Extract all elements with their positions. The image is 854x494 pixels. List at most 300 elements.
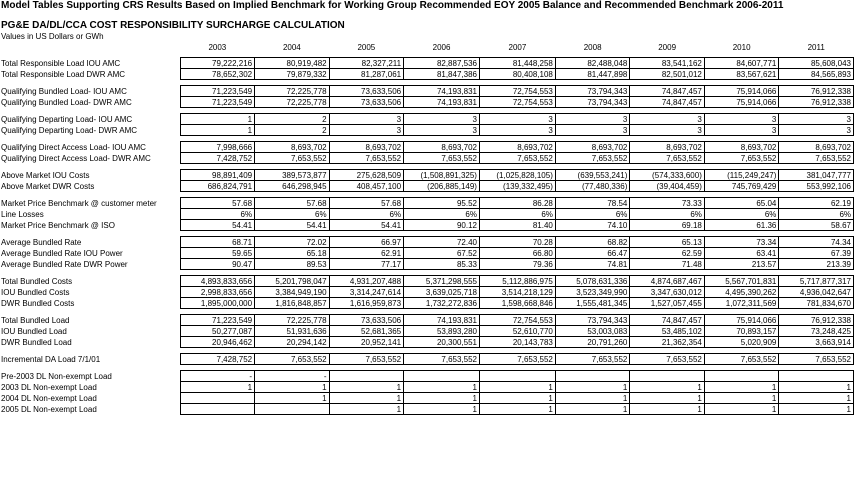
value-cell: 74,193,831: [404, 97, 480, 108]
value-cell: 57.68: [180, 198, 255, 209]
value-cell: 70,893,157: [704, 326, 779, 337]
row-label: Total Responsible Load IOU AMC: [1, 58, 121, 68]
value-cell: 81,447,898: [555, 69, 630, 80]
value-cell: 83,567,621: [704, 69, 779, 80]
value-cell: 8,693,702: [479, 142, 555, 153]
value-cell: 52,681,365: [329, 326, 404, 337]
row-label: Above Market DWR Costs: [1, 181, 95, 191]
value-cell: 4,495,390,262: [704, 287, 779, 298]
value-cell: 95.52: [404, 198, 480, 209]
value-cell: 85,608,043: [779, 58, 854, 69]
value-cell: [704, 371, 779, 382]
row-label: 2005 DL Non-exempt Load: [1, 404, 97, 414]
value-cell: 3: [555, 125, 630, 136]
value-cell: 76,912,338: [779, 315, 854, 326]
value-cell: 83,541,162: [630, 58, 705, 69]
value-cell: 1: [329, 404, 404, 415]
row-label: Qualifying Departing Load- DWR AMC: [1, 125, 138, 135]
value-cell: 7,653,552: [404, 153, 480, 164]
value-cell: 20,946,462: [180, 337, 255, 348]
value-cell: 1: [704, 382, 779, 393]
value-cell: [479, 371, 555, 382]
value-cell: 7,653,552: [704, 153, 779, 164]
value-cell: 81,847,386: [404, 69, 480, 80]
value-cell: 4,874,687,467: [630, 276, 705, 287]
value-cell: 1: [779, 393, 854, 404]
value-cell: 553,992,106: [779, 181, 854, 192]
value-cell: (1,025,828,105): [479, 170, 555, 181]
value-cell: 1,598,668,846: [479, 298, 555, 309]
value-cell: 646,298,945: [255, 181, 330, 192]
value-cell: 1: [630, 382, 705, 393]
value-cell: 3: [630, 125, 705, 136]
row-label: Average Bundled Rate: [1, 237, 82, 247]
value-cell: 81,287,061: [329, 69, 404, 80]
row-label: DWR Bundled Load: [1, 337, 72, 347]
value-cell: 3,663,914: [779, 337, 854, 348]
value-cell: 73,633,506: [329, 86, 404, 97]
value-cell: 74.81: [555, 259, 630, 270]
value-cell: 74,193,831: [404, 86, 480, 97]
value-cell: 3: [555, 114, 630, 125]
value-cell: 7,653,552: [479, 354, 555, 365]
value-cell: 7,653,552: [630, 354, 705, 365]
value-cell: 7,653,552: [630, 153, 705, 164]
table-row: [0, 393, 854, 404]
value-cell: (574,333,600): [630, 170, 705, 181]
value-cell: 2: [255, 114, 330, 125]
table-row: [0, 153, 854, 164]
year-header: 2011: [807, 42, 825, 52]
value-cell: 72.40: [404, 237, 480, 248]
value-cell: 5,717,877,317: [779, 276, 854, 287]
value-cell: 82,887,536: [404, 58, 480, 69]
value-cell: 3: [404, 114, 480, 125]
value-cell: 1,616,959,873: [329, 298, 404, 309]
value-cell: 53,485,102: [630, 326, 705, 337]
value-cell: 3: [779, 125, 854, 136]
row-label: DWR Bundled Costs: [1, 298, 75, 308]
table-row: [0, 170, 854, 181]
value-cell: 1,527,057,455: [630, 298, 705, 309]
value-cell: 73.33: [630, 198, 705, 209]
row-label: Total Responsible Load DWR AMC: [1, 69, 126, 79]
value-cell: 7,653,552: [555, 153, 630, 164]
table-row: [0, 125, 854, 136]
value-cell: 8,693,702: [630, 142, 705, 153]
value-cell: 2,998,833,656: [180, 287, 255, 298]
table-row: [0, 337, 854, 348]
value-cell: 74,847,457: [630, 315, 705, 326]
value-cell: 3: [704, 125, 779, 136]
row-label: Qualifying Direct Access Load- IOU AMC: [1, 142, 146, 152]
value-cell: 63.41: [704, 248, 779, 259]
value-cell: 4,936,042,647: [779, 287, 854, 298]
value-cell: 89.53: [255, 259, 330, 270]
value-cell: 84,565,893: [779, 69, 854, 80]
value-cell: [779, 371, 854, 382]
value-cell: 75,914,066: [704, 315, 779, 326]
value-cell: 67.39: [779, 248, 854, 259]
row-label: Qualifying Departing Load- IOU AMC: [1, 114, 133, 124]
value-cell: [329, 371, 404, 382]
year-header: 2010: [732, 42, 751, 52]
value-cell: 1: [180, 125, 255, 136]
value-cell: 6%: [630, 209, 705, 220]
row-label: 2004 DL Non-exempt Load: [1, 393, 97, 403]
year-header: 2003: [208, 42, 227, 52]
value-cell: 3: [329, 125, 404, 136]
value-cell: 20,294,142: [255, 337, 330, 348]
value-cell: 6%: [404, 209, 480, 220]
table-row: [0, 326, 854, 337]
value-cell: 65.18: [255, 248, 330, 259]
table-row: [0, 248, 854, 259]
value-cell: 6%: [704, 209, 779, 220]
value-cell: 7,653,552: [255, 354, 330, 365]
value-cell: 7,653,552: [479, 153, 555, 164]
value-cell: 71,223,549: [180, 315, 255, 326]
value-cell: 1: [779, 404, 854, 415]
year-header: 2006: [432, 42, 451, 52]
value-cell: 74,847,457: [630, 97, 705, 108]
table-row: [0, 58, 854, 69]
value-cell: 8,693,702: [404, 142, 480, 153]
value-cell: 82,501,012: [630, 69, 705, 80]
value-cell: 82,488,048: [555, 58, 630, 69]
value-cell: 4,931,207,488: [329, 276, 404, 287]
value-cell: 3: [479, 114, 555, 125]
table-row: [0, 237, 854, 248]
value-cell: 68.71: [180, 237, 255, 248]
value-cell: 76,912,338: [779, 86, 854, 97]
row-label: Market Price Benchmark @ customer meter: [1, 198, 157, 208]
value-cell: 3: [704, 114, 779, 125]
value-cell: 1: [630, 393, 705, 404]
value-cell: 6%: [255, 209, 330, 220]
value-cell: 745,769,429: [704, 181, 779, 192]
value-cell: 74.34: [779, 237, 854, 248]
value-cell: 65.04: [704, 198, 779, 209]
value-cell: 73.34: [704, 237, 779, 248]
table-row: [0, 298, 854, 309]
value-cell: 7,653,552: [329, 354, 404, 365]
value-cell: 7,653,552: [704, 354, 779, 365]
value-cell: 1,072,311,569: [704, 298, 779, 309]
value-cell: (206,885,149): [404, 181, 480, 192]
table-row: [0, 287, 854, 298]
value-cell: 65.13: [630, 237, 705, 248]
row-label: Incremental DA Load 7/1/01: [1, 354, 101, 364]
value-cell: 1: [555, 393, 630, 404]
value-cell: 408,457,100: [329, 181, 404, 192]
value-cell: 213.39: [779, 259, 854, 270]
row-label: IOU Bundled Load: [1, 326, 67, 336]
value-cell: 1: [704, 393, 779, 404]
table-row: [0, 315, 854, 326]
value-cell: 3: [404, 125, 480, 136]
value-cell: 73,794,343: [555, 86, 630, 97]
value-cell: 8,693,702: [555, 142, 630, 153]
value-cell: 6%: [180, 209, 255, 220]
value-cell: 72,225,778: [255, 86, 330, 97]
value-cell: 7,653,552: [255, 153, 330, 164]
value-cell: 73,794,343: [555, 97, 630, 108]
value-cell: 6%: [555, 209, 630, 220]
table-row: [0, 142, 854, 153]
value-cell: 1: [555, 382, 630, 393]
value-cell: 66.97: [329, 237, 404, 248]
value-cell: 20,952,141: [329, 337, 404, 348]
value-cell: (639,553,241): [555, 170, 630, 181]
value-cell: 5,112,886,975: [479, 276, 555, 287]
row-label: Market Price Benchmark @ ISO: [1, 220, 115, 230]
value-cell: 3,639,025,718: [404, 287, 480, 298]
value-cell: 1: [555, 404, 630, 415]
value-cell: 1: [479, 382, 555, 393]
value-cell: 79,879,332: [255, 69, 330, 80]
value-cell: 72,225,778: [255, 97, 330, 108]
row-label: Above Market IOU Costs: [1, 170, 90, 180]
value-cell: 4,893,833,656: [180, 276, 255, 287]
table-row: [0, 354, 854, 365]
value-cell: 54.41: [180, 220, 255, 231]
value-cell: 72,754,553: [479, 86, 555, 97]
value-cell: 62.91: [329, 248, 404, 259]
value-cell: 1: [779, 382, 854, 393]
year-header: 2009: [658, 42, 677, 52]
value-cell: 3: [779, 114, 854, 125]
value-cell: 80,919,482: [255, 58, 330, 69]
value-cell: [180, 404, 255, 415]
value-cell: 6%: [479, 209, 555, 220]
value-cell: [630, 371, 705, 382]
value-cell: 74,193,831: [404, 315, 480, 326]
value-cell: 1: [404, 382, 480, 393]
value-cell: 1: [329, 382, 404, 393]
value-cell: 8,693,702: [779, 142, 854, 153]
value-cell: 74,847,457: [630, 86, 705, 97]
value-cell: 3: [329, 114, 404, 125]
value-cell: 7,653,552: [404, 354, 480, 365]
value-cell: 7,653,552: [779, 354, 854, 365]
value-cell: 7,653,552: [329, 153, 404, 164]
value-cell: 5,020,909: [704, 337, 779, 348]
value-cell: 1: [479, 393, 555, 404]
value-cell: 79.36: [479, 259, 555, 270]
value-cell: 74.10: [555, 220, 630, 231]
value-cell: 3,523,349,990: [555, 287, 630, 298]
table-row: [0, 371, 854, 382]
row-label: Average Bundled Rate DWR Power: [1, 259, 128, 269]
value-cell: [404, 371, 480, 382]
value-cell: 52,610,770: [479, 326, 555, 337]
value-cell: 8,693,702: [329, 142, 404, 153]
table-row: [0, 86, 854, 97]
value-cell: 68.82: [555, 237, 630, 248]
value-cell: 7,428,752: [180, 153, 255, 164]
value-cell: (115,249,247): [704, 170, 779, 181]
table-row: [0, 404, 854, 415]
value-cell: 1: [630, 404, 705, 415]
value-cell: 81.40: [479, 220, 555, 231]
value-cell: 8,693,702: [255, 142, 330, 153]
row-label: Qualifying Bundled Load- DWR AMC: [1, 97, 132, 107]
value-cell: 54.41: [329, 220, 404, 231]
value-cell: 67.52: [404, 248, 480, 259]
value-cell: 73,633,506: [329, 97, 404, 108]
value-cell: 66.47: [555, 248, 630, 259]
value-cell: 381,047,777: [779, 170, 854, 181]
units-note: Values in US Dollars or GWh: [1, 32, 104, 41]
value-cell: 58.67: [779, 220, 854, 231]
value-cell: 1,555,481,345: [555, 298, 630, 309]
value-cell: 7,998,666: [180, 142, 255, 153]
table-row: [0, 220, 854, 231]
value-cell: 72,225,778: [255, 315, 330, 326]
value-cell: 70.28: [479, 237, 555, 248]
value-cell: 1: [255, 382, 330, 393]
value-cell: 76,912,338: [779, 97, 854, 108]
value-cell: 2: [255, 125, 330, 136]
row-label: IOU Bundled Costs: [1, 287, 70, 297]
value-cell: 1: [704, 404, 779, 415]
value-cell: -: [255, 371, 330, 382]
value-cell: 90.47: [180, 259, 255, 270]
value-cell: 3: [630, 114, 705, 125]
value-cell: 62.59: [630, 248, 705, 259]
value-cell: 54.41: [255, 220, 330, 231]
row-label: Average Bundled Rate IOU Power: [1, 248, 123, 258]
report-title: Model Tables Supporting CRS Results Based on Implied Benchmark for Working Group Recommended EOY 2005 Balance and Recommended Benchmark 2006-2011: [1, 0, 784, 11]
value-cell: 71,223,549: [180, 86, 255, 97]
value-cell: 20,300,551: [404, 337, 480, 348]
year-header: 2008: [583, 42, 602, 52]
header-label-cell: [0, 42, 180, 52]
value-cell: 75,914,066: [704, 86, 779, 97]
value-cell: 72.02: [255, 237, 330, 248]
table-row: [0, 209, 854, 220]
value-cell: 82,327,211: [329, 58, 404, 69]
value-cell: 78,652,302: [180, 69, 255, 80]
value-cell: 78.54: [555, 198, 630, 209]
value-cell: 57.68: [255, 198, 330, 209]
table-row: [0, 198, 854, 209]
value-cell: 686,824,791: [180, 181, 255, 192]
table-row: [0, 259, 854, 270]
value-cell: 1: [479, 404, 555, 415]
table-row: [0, 114, 854, 125]
value-cell: 7,653,552: [779, 153, 854, 164]
value-cell: 73,248,425: [779, 326, 854, 337]
value-cell: 20,791,260: [555, 337, 630, 348]
value-cell: 50,277,087: [180, 326, 255, 337]
value-cell: 1: [404, 404, 480, 415]
year-header: 2004: [282, 42, 301, 52]
value-cell: (39,404,459): [630, 181, 705, 192]
value-cell: 98,891,409: [180, 170, 255, 181]
row-label: Pre-2003 DL Non-exempt Load: [1, 371, 112, 381]
value-cell: (139,332,495): [479, 181, 555, 192]
value-cell: 3,384,949,190: [255, 287, 330, 298]
value-cell: [255, 404, 330, 415]
value-cell: 72,754,553: [479, 315, 555, 326]
value-cell: 1,816,848,857: [255, 298, 330, 309]
value-cell: 1: [180, 382, 255, 393]
value-cell: 5,201,798,047: [255, 276, 330, 287]
value-cell: 3,514,218,129: [479, 287, 555, 298]
value-cell: 1: [180, 114, 255, 125]
value-cell: 6%: [779, 209, 854, 220]
value-cell: 213.57: [704, 259, 779, 270]
value-cell: 85.33: [404, 259, 480, 270]
value-cell: 3,314,247,614: [329, 287, 404, 298]
value-cell: 5,078,631,336: [555, 276, 630, 287]
row-label: Line Losses: [1, 209, 44, 219]
value-cell: 80,408,108: [479, 69, 555, 80]
value-cell: 71.48: [630, 259, 705, 270]
value-cell: 73,633,506: [329, 315, 404, 326]
value-cell: 84,607,771: [704, 58, 779, 69]
value-cell: -: [180, 371, 255, 382]
value-cell: 90.12: [404, 220, 480, 231]
report-subtitle: PG&E DA/DL/CCA COST RESPONSIBILITY SURCHARGE CALCULATION: [1, 20, 345, 31]
value-cell: 781,834,670: [779, 298, 854, 309]
value-cell: 66.80: [479, 248, 555, 259]
value-cell: 62.19: [779, 198, 854, 209]
value-cell: 3,347,630,012: [630, 287, 705, 298]
value-cell: 77.17: [329, 259, 404, 270]
value-cell: 1,895,000,000: [180, 298, 255, 309]
value-cell: 53,003,083: [555, 326, 630, 337]
row-label: Total Bundled Load: [1, 315, 70, 325]
table-row: [0, 276, 854, 287]
value-cell: 59.65: [180, 248, 255, 259]
crs-table: [0, 42, 854, 415]
value-cell: (77,480,336): [555, 181, 630, 192]
value-cell: 1: [255, 393, 330, 404]
value-cell: 51,931,636: [255, 326, 330, 337]
table-body: [0, 52, 854, 415]
table-row: [0, 69, 854, 80]
value-cell: 53,893,280: [404, 326, 480, 337]
value-cell: 1,732,272,836: [404, 298, 480, 309]
table-row: [0, 382, 854, 393]
value-cell: 3: [479, 125, 555, 136]
value-cell: 79,222,216: [180, 58, 255, 69]
value-cell: 86.28: [479, 198, 555, 209]
value-cell: 71,223,549: [180, 97, 255, 108]
value-cell: 1: [329, 393, 404, 404]
value-cell: [180, 393, 255, 404]
row-label: Total Bundled Costs: [1, 276, 73, 286]
value-cell: 20,143,783: [479, 337, 555, 348]
value-cell: 1: [404, 393, 480, 404]
value-cell: 69.18: [630, 220, 705, 231]
value-cell: 6%: [329, 209, 404, 220]
value-cell: 389,573,877: [255, 170, 330, 181]
table-row: [0, 181, 854, 192]
value-cell: 5,567,701,831: [704, 276, 779, 287]
row-label: 2003 DL Non-exempt Load: [1, 382, 97, 392]
value-cell: [555, 371, 630, 382]
value-cell: 75,914,066: [704, 97, 779, 108]
year-header: 2005: [357, 42, 376, 52]
table-row: [0, 97, 854, 108]
value-cell: 7,653,552: [555, 354, 630, 365]
value-cell: 275,628,509: [329, 170, 404, 181]
row-label: Qualifying Bundled Load- IOU AMC: [1, 86, 127, 96]
